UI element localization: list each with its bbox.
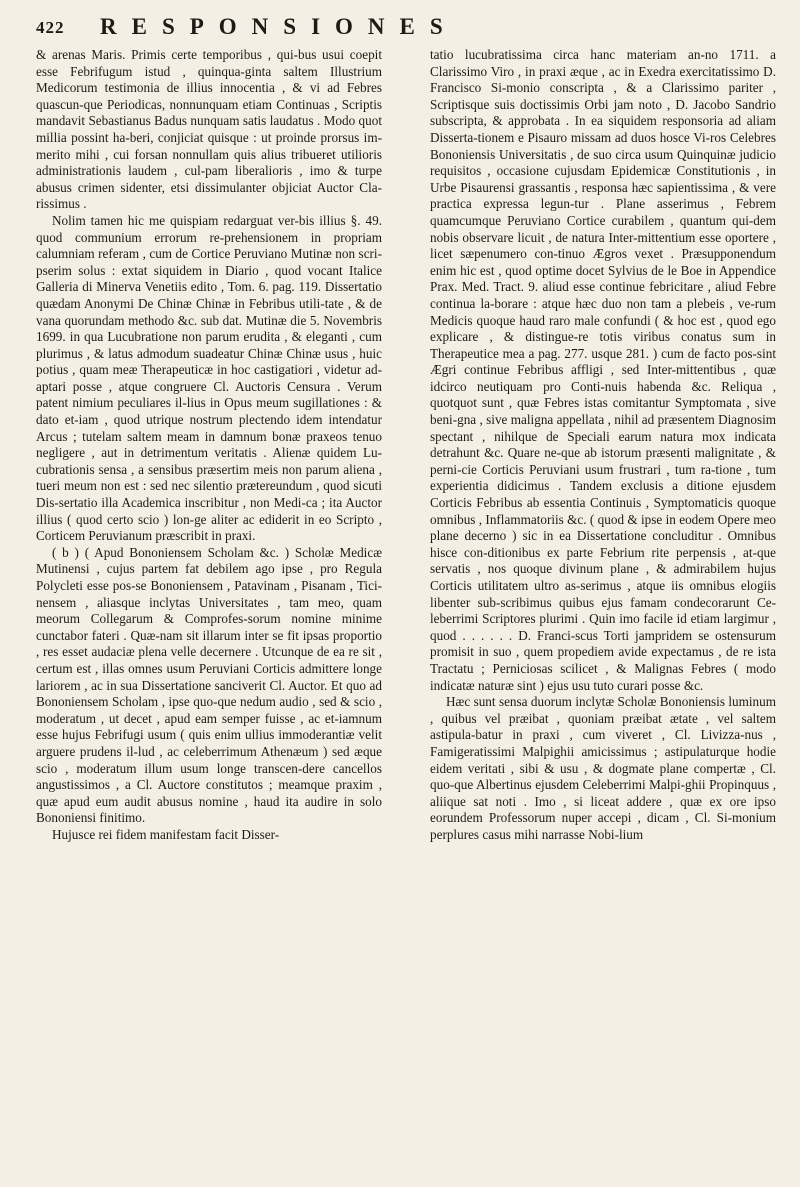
left-column (36, 47, 382, 844)
left-paragraph-2: Nolim tamen hic me quispiam redarguat ver-bis illius §. 49. quod communium errorum re-prehensionem in propriam calumniam referam , cum de Cortice Peruviano Mutinæ non scri-pserim solus : extat siquidem in Diario , quod vocant Italice Galleria di Minerva Venetiis edito , Tom. 6. pag. 119. Dissertatio quædam Anonymi De Chinæ Chinæ in Febribus utili-tate , & de vana quorundam methodo &c. sub dat. Mutinæ die 5. Novembris 1699. in qua Lucubratione non parum erudita , & eleganti , cum plurimus , & latus admodum suadeatur Chinæ Chinæ usus , huic potius , quam meæ Therapeuticæ in hoc castigatiori , videtur ad-aptari posse , atque congruere Cl. Auctoris Censura . Verum patent nimium peculiares il-lius in Opus meum sugillationes : & dato et-iam , quod utrique nostrum plectendo idem intendatur Arcus ; tutelam saltem meam in damnum bonæ praxeos tenuo negligere , aut in detrimentum veritatis . Alienæ quidem Lu-cubrationis sensa , a sensibus præsertim meis non parum aliena , tueri meum non est : sed nec silentio prætereundum , quod sicuti Dis-sertatio illa Academica inscribitur , non Medi-ca ; ita Auctor illius ( quod certo scio ) lon-ge aliter ac ediderit in eo Scripto , Corticem Peruvianum præscribit in praxi. (36, 212, 382, 544)
page-header (36, 14, 776, 40)
left-paragraph-1: & arenas Maris. Primis certe temporibus , qui-bus usui coepit esse Febrifugum istud , quinqua-ginta saltem Illustrium Medicorum testimonia de illius innocentia , & vi ad Febres quascun-que Periodicas, nonnunquam etiam Continuas , Scriptis mandavit Sebastianus Badus nunquam satis laudatus . Modo quot millia possint ha-beri, conjiciat quisque : ut proinde prorsus im-merito mihi , cui forsan nonnullam quis alius tribueret utilioris administrationis laudem , cul-pam liberalioris , imo & turpe abusus crimen sidenter, etsi dissimulanter objiciat Auctor Cla-rissimus . (36, 47, 382, 212)
left-paragraph-4: Hujusce rei fidem manifestam facit Disser- (52, 826, 280, 842)
left-paragraph-3: ( b ) ( Apud Bononiensem Scholam &c. ) Scholæ Medicæ Mutinensi , cujus partem fat debilem ago ipse , pro Regula Polycleti esse pos-se Bononiensem , Patavinam , Pisanam , Tici-nensem , aliasque inclytas Universitates , tam meo, quam meorum Collegarum & Comprofes-sorum nomine minime cunctabor fateri . Quæ-nam sit illarum inter se fit ipsas proportio , res esset audaciæ plena velle decernere . Utcunque de ea re sit , certum est , illas omnes usum Peruviani Corticis admittere longe lariorem , ac in sua Dissertatione sanciverit Cl. Auctor. Et quo ad Bononiensem Scholam , ipse quo-que nedum audio , sed & scio , moderatum , ut decet , apud eam semper fuisse , ac et-iamnum esse hujus Febrifugi usum ( quis enim ullius immoderantiæ velit arguere prudens il-lud , ac celeberrimum Athenæum ) sed æque scio , moderatum illum usum longe transcen-dere cancellos angustissimos , a Cl. Auctore constitutos ; meamque praxim , quæ apud eum audit abusus nomine , haud ita audire in solo Bononiensi finitimo. (36, 544, 382, 826)
page-number: 422 (36, 18, 65, 37)
right-paragraph-2: Hæc sunt sensa duorum inclytæ Scholæ Bononiensis luminum , quibus vel præibat , quoniam præibat ætate , vel saltem astipula-batur in praxi , cum viveret , Cl. Livizza-nus , Famigeratissimi Malpighii amicissimus ; astipulaturque hodie eidem veritati , sibi & usu , & dogmate plane compertæ , Cl. quo-que Albertinus ejusdem Celeberrimi Malpi-ghii Propinquus , aliique sat noti . Imo , si liceat addere , quæ ex ore ipso eorundem Professorum nuper accepi , dicam , Cl. Si-monium perplures casus mihi narrasse Nobi-lium (430, 694, 776, 842)
right-column (430, 47, 776, 844)
right-paragraph-1: tatio lucubratissima circa hanc materiam an-no 1711. a Clarissimo Viro , in praxi æque , ac in Exedra exercitatissimo D. Francisco Si-monio conscripta , & a Clarissimo pariter , Scriptisque suis doctissimis Orbi jam noto , D. Jacobo Sandrio subscripta, & approbata . In ea siquidem responsoria ad aliam Disserta-tionem e Pisauro missam ad duos hosce Vi-ros Celebres Bononiensis Universitatis , de suo circa usum Quinquinæ judicio requisitos , occasione cujusdam Epidemicæ Constitutionis , in Urbe Pisaurensi grassantis , responsa hæc sapientissima , & vere practica expressa legun-tur . Plane asserimus , Febrem quamcumque Peruviano Cortice curabilem , quantum qui-dem nobis observare licuit , de natura Inter-mittentium esse oportere , licet sæpenumero con-tinuo Ægros vexet . Præsupponendum enim hic est , quod optime docet Sylvius de le Boe in Appendice Prax. Med. Tract. 9. aliud esse continue febricitare , aliud Febre continua la-borare : atque hæc duo non tam a plebeis , ve-rum Medicis quoque haud raro male confundi ( & hoc est , quod ego explicare , & distingue-re totis viribus conatus sum in Therapeutice mea a pag. 277. usque 281. ) cum de facto pos-sint Ægri continue Febribus affligi , sed Inter-mittentibus , quæ idcirco neutiquam pro Conti-nuis habenda &c. Reliqua , quotquot sunt , quæ Febres istas comitantur Symptomata , sive beni-gna , sive maligna appellata , nihil ad præsentem Diagnosim spectant , nihilque de Speciali earum natura mox indicata detrahunt &c. Quare ne-que ab istorum præsenti malignitate , & perni-cie Corticis Peruviani usum frustrari , tum ra-tione , tum experientia didicimus . Tandem exclusis a ditione ejusdem Corticis Febribus ab essentia Continuis , Symptomaticis quoque omnibus , Inflammatoriis &c. ( quod & ipse in eodem Opere meo plane decerno ) sic in ea Dissertatione concluditur . Omnibus hisce con-ditionibus ex parte Febrium rite perpensis , at-que servatis , nos quoque divinum plane , & admirabilem hujus Corticis utilitatem ultro as-serimus , atque iis omnibus elogiis libenter sub-scribimus quibus ejus famam condecorarunt Ce-leberrimi Scriptores plurimi . Quin imo facile id etiam largimur , quod . . . . . . D. Franci-scus Torti jampridem se ostensurum promisit in suo , quem propediem avide expectamus , de re ista Tractatu ; Perniciosas scilicet , & Malignas Febres ( modo indicatæ naturæ sint ) ejus usu tuto curari posse &c. (430, 47, 776, 693)
running-head: RESPONSIONES (100, 14, 458, 39)
